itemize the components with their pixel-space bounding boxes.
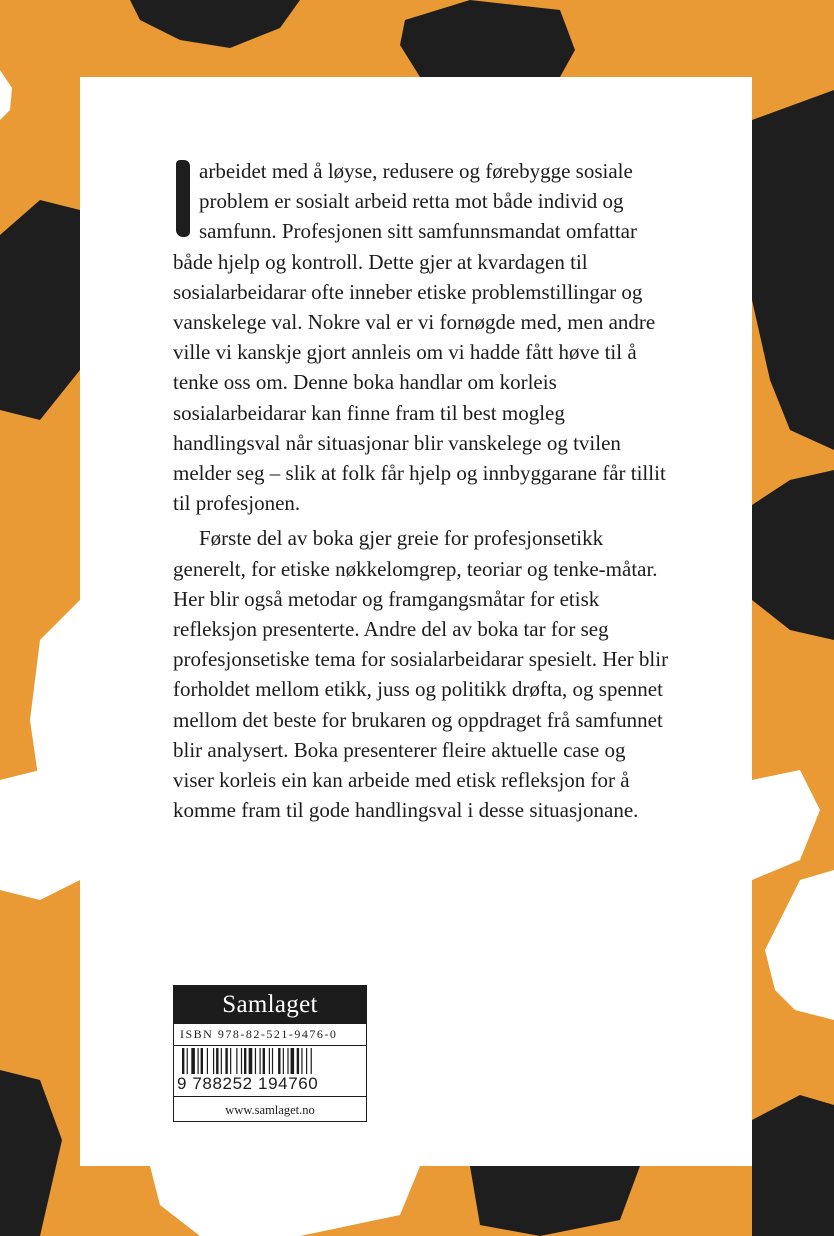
publisher-imprint-box (173, 985, 367, 1122)
back-cover-text (173, 156, 669, 825)
barcode (174, 1046, 366, 1097)
publisher-logo: Samlaget (174, 986, 366, 1024)
barcode-digits: 9 788252 194760 (177, 1074, 319, 1093)
publisher-website: www.samlaget.no (225, 1103, 315, 1117)
blurb-paragraph-1: arbeidet med å løyse, redusere og førebygge sosiale problem er sosialt arbeid retta mot både individ og samfunn. Profesjonen sitt samfunnsmandat omfattar både hjelp og kontroll. Dette gjer at kvardagen til sosialarbeidarar ofte inneber etiske problemstillingar og vanskelege val. Nokre val er vi fornøgde med, men andre ville vi kanskje gjort annleis om vi hadde fått høve til å tenke oss om. Denne boka handlar om korleis sosialarbeidarar kan finne fram til best mogleg handlingsval når situasjonar blir vanskelege og tvilen melder seg – slik at folk får hjelp og innbyggarane får tillit til profesjonen. (173, 159, 666, 516)
blurb-paragraph-2: Første del av boka gjer greie for profesjonsetikk generelt, for etiske nøkkelomgrep, teoriar og tenke-måtar. Her blir også metodar og framgangsmåtar for etisk refleksjon presenterte. Andre del av boka tar for seg profesjonsetiske tema for sosialarbeidarar spesielt. Her blir forholdet mellom etikk, juss og politikk drøfta, og spennet mellom det beste for brukaren og oppdraget frå samfunnet blir analysert. Boka presenterer fleire aktuelle case og viser korleis ein kan arbeide med etisk refleksjon for å komme fram til gode handlingsval i desse situasjonane. (173, 526, 669, 823)
dark-blob (752, 1095, 834, 1236)
isbn-label: ISBN 978-82-521-9476-0 (174, 1024, 366, 1046)
